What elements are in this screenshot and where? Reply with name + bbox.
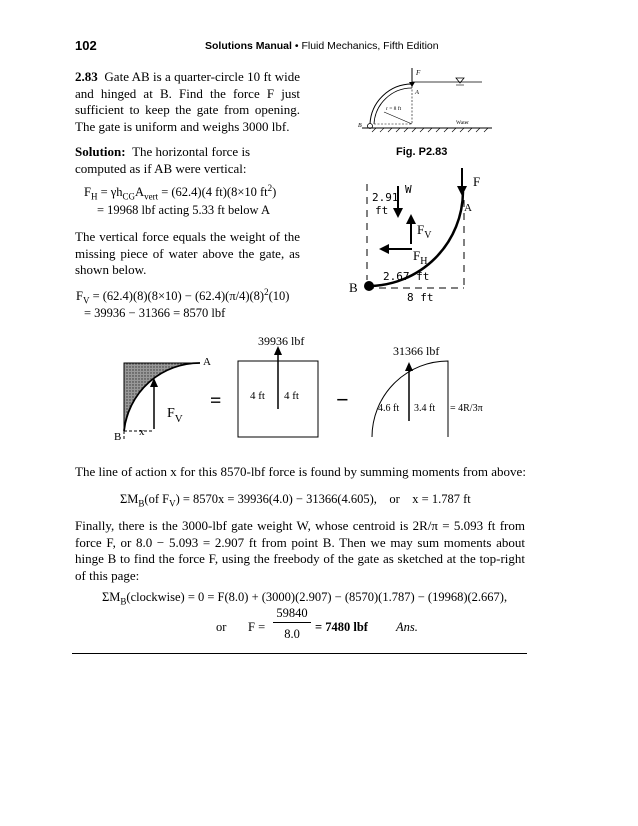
- eq-fh-line2: = 19968 lbf acting 5.33 ft below A: [97, 203, 270, 217]
- label-b: B: [358, 123, 362, 129]
- label-b: B: [114, 431, 122, 443]
- problem-statement: [75, 69, 300, 135]
- solution-intro: [75, 144, 300, 177]
- solution-label: Solution:: [75, 144, 126, 159]
- fraction-denominator: 8.0: [284, 627, 300, 641]
- eq-fh-line1: $F_H = \gamma h_{CG}A_{vert} = (62.4)(4$ ft)(8×10 $ft^2$): [84, 183, 277, 202]
- label-f: F: [416, 69, 421, 77]
- gate-arc: [370, 84, 412, 124]
- figure-caption: Fig. P2.83: [396, 146, 448, 158]
- problem-text: Gate AB is a quarter-circle 10 ft wide and hinged at B. Find the force F just sufficient to keep the gate from opening. The gate is uniform and weighs 3000 lbf.: [75, 69, 301, 134]
- book-subtitle: Fluid Mechanics, Fifth Edition: [301, 40, 439, 52]
- box-force-label: 39936 lbf: [258, 334, 305, 348]
- moments-intro: The line of action x for this 8570-lbf force is found by summing moments from above:: [75, 464, 526, 479]
- figure-p283: [352, 66, 502, 138]
- quarter-left-dim: 4.6 ft: [378, 403, 400, 414]
- final-f-eq: F =: [248, 620, 266, 634]
- label-fv: $F_V$: [417, 222, 432, 241]
- equals-sign: =: [210, 390, 222, 412]
- label-fv: $F_V$: [167, 406, 183, 425]
- bottom-rule: [72, 653, 527, 654]
- quarter-circle-area: [372, 361, 448, 437]
- label-x: x: [139, 426, 145, 438]
- decomposition-figure: [108, 333, 503, 445]
- final-result: = 7480 lbf: [315, 620, 368, 634]
- minus-sign: −: [336, 387, 349, 412]
- label-b: B: [349, 280, 358, 295]
- label-a: A: [203, 356, 211, 368]
- label-water: Water: [456, 120, 469, 126]
- label-radius: r = 8 ft: [386, 106, 402, 112]
- label-w: W: [405, 183, 412, 196]
- label-8ft: 8 ft: [407, 291, 434, 304]
- fraction-numerator: 59840: [273, 606, 311, 623]
- solution-intro-text: The horizontal force is computed as if AB were vertical:: [75, 144, 251, 176]
- label-fh: $F_H$: [413, 248, 428, 267]
- hinge-b: [364, 281, 374, 291]
- eq-final-line1: $\Sigma M_B(clockwise) = 0 = F(8.0) + (3000)(2.907) - (8570)(1.787) - (19968)(2.667)$,: [102, 590, 508, 607]
- label-267: 2.67 ft: [383, 270, 430, 283]
- label-f: F: [473, 174, 481, 189]
- label-291: 2.91: [372, 191, 399, 204]
- page-number: 102: [75, 38, 97, 53]
- freebody-diagram: [345, 168, 505, 310]
- running-header: [205, 40, 439, 52]
- vertical-force-text: The vertical force equals the weight of the missing piece of water above the gate, as shown below.: [75, 229, 300, 277]
- label-a: A: [415, 89, 419, 96]
- header-separator: •: [294, 40, 299, 52]
- quarter-note: = 4R/3π: [450, 403, 483, 414]
- box-right-dim: 4 ft: [284, 390, 299, 402]
- eq-fv-line2: = 39936 − 31366 = 8570 lbf: [84, 306, 226, 320]
- eq-fv-line1: $F_V = (62.4)(8)(8\times 10) - (62.4)(\pi/4)(8)^2(10)$: [76, 287, 290, 306]
- moments-text2: Finally, there is the 3000-lbf gate weight W, whose centroid is 2R/π = 5.093 ft from force F, or 8.0 − 5.093 = 2.907 ft from point B. Then we may sum moments about hinge B to find the force F, using the freebody of the gate as sketched at the top-right of this page:: [75, 518, 525, 583]
- answer-label: Ans.: [396, 620, 418, 634]
- eq-mb: $\Sigma M_B(of$ $F_V) = 8570x = 39936(4.0) - 31366(4.605)$, or x = 1.787 ft: [120, 492, 471, 509]
- label-a: A: [464, 202, 472, 214]
- quarter-right-dim: 3.4 ft: [414, 403, 436, 414]
- quarter-force-label: 31366 lbf: [393, 344, 440, 358]
- problem-number: 2.83: [75, 69, 98, 84]
- box-left-dim: 4 ft: [250, 390, 265, 402]
- final-or: or: [216, 620, 227, 634]
- book-title: Solutions Manual: [205, 40, 292, 52]
- label-291-unit: ft: [375, 204, 389, 217]
